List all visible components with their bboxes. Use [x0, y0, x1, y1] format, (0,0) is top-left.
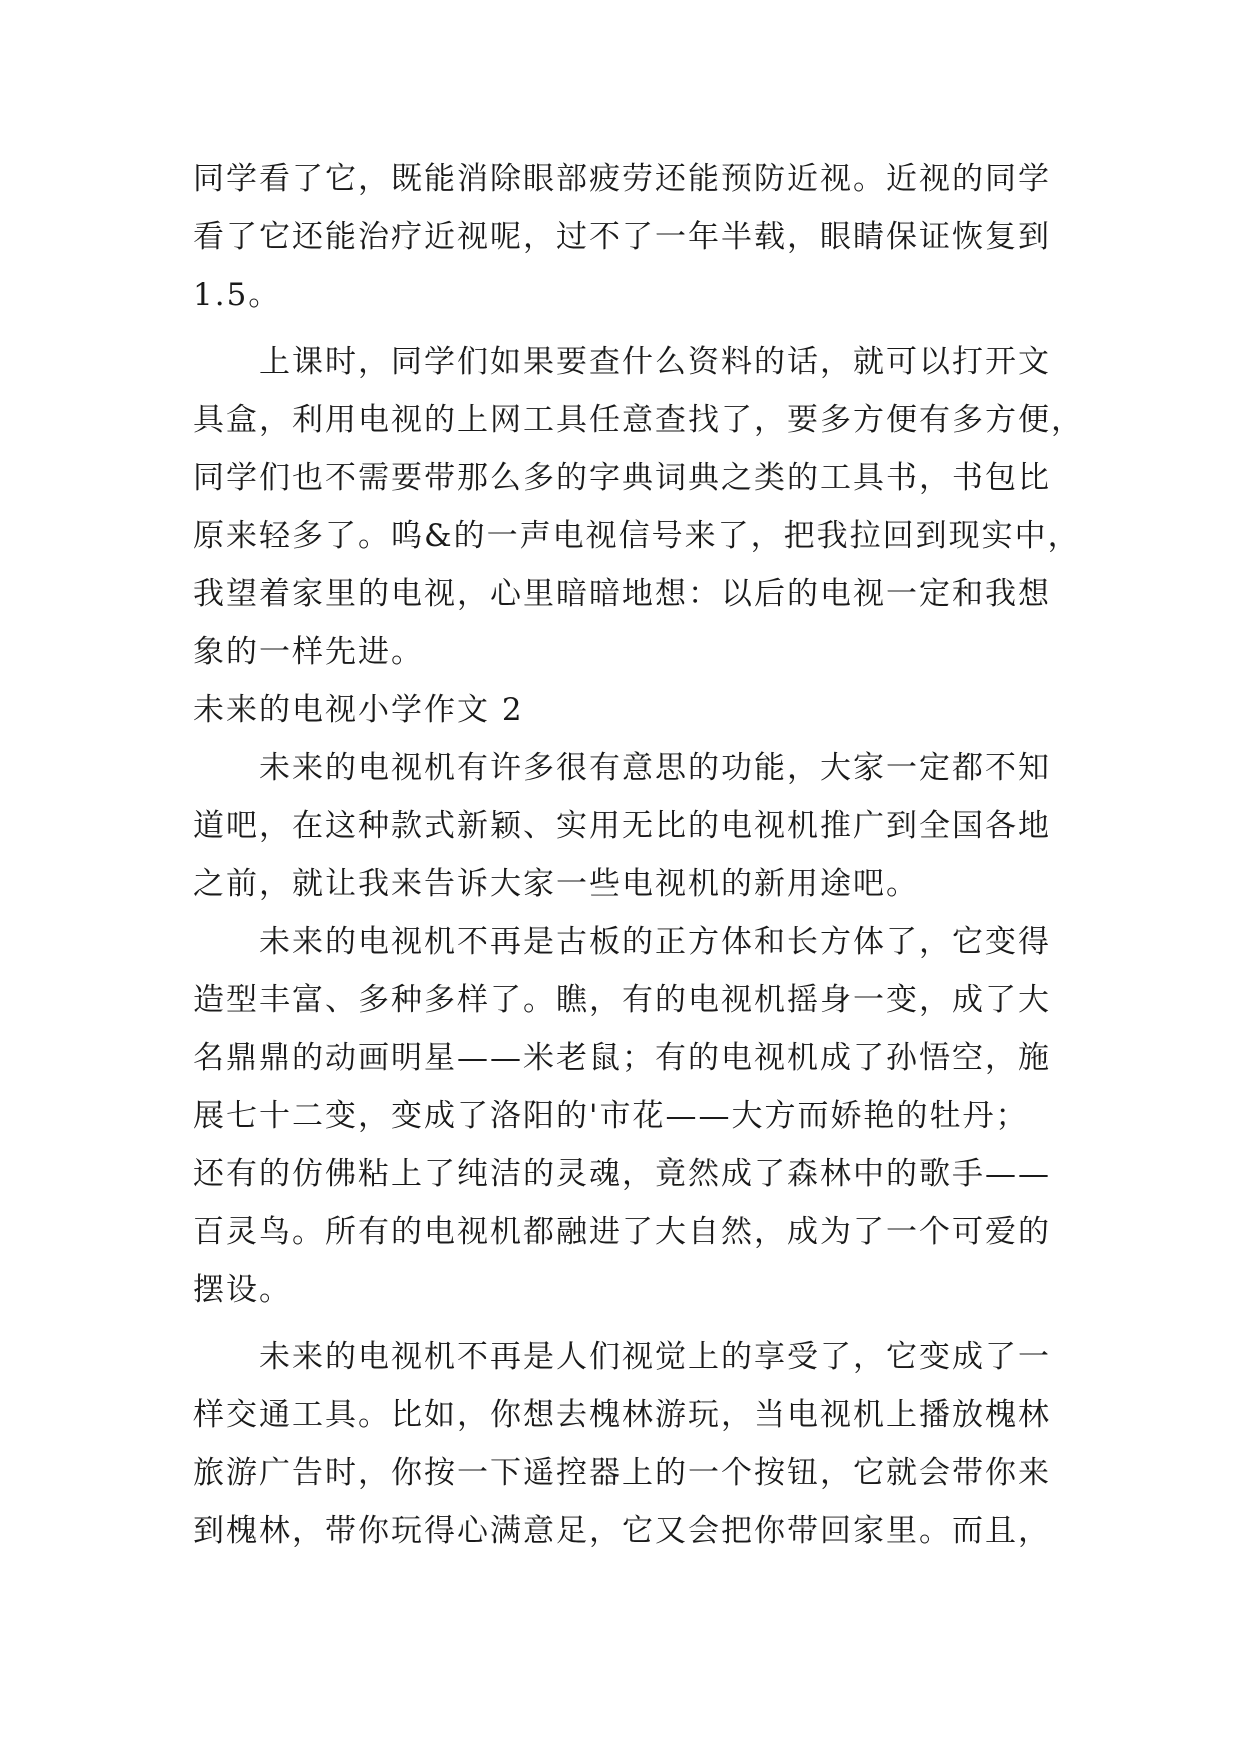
text-line: 之前，就让我来告诉大家一些电视机的新用途吧。 [193, 866, 919, 902]
text-line: 样交通工具。比如，你想去槐林游玩，当电视机上播放槐林 [193, 1397, 1051, 1433]
text-line: 还有的仿佛粘上了纯洁的灵魂，竟然成了森林中的歌手—— [193, 1156, 1051, 1192]
text-line: 展七十二变，变成了洛阳的'市花——大方而娇艳的牡丹； [193, 1098, 1029, 1134]
text-line: 同学们也不需要带那么多的字典词典之类的工具书，书包比 [193, 460, 1051, 496]
text-line: 未来的电视机不再是人们视觉上的享受了，它变成了一 [259, 1339, 1051, 1375]
text-line: 1.5。 [193, 277, 282, 313]
text-line: 同学看了它，既能消除眼部疲劳还能预防近视。近视的同学 [193, 161, 1051, 197]
document-body [193, 150, 1084, 1560]
text-line: 未来的电视机不再是古板的正方体和长方体了，它变得 [259, 924, 1051, 960]
text-line: 造型丰富、多种多样了。瞧，有的电视机摇身一变，成了大 [193, 982, 1051, 1018]
text-line: 旅游广告时，你按一下遥控器上的一个按钮，它就会带你来 [193, 1455, 1051, 1491]
text-line: 看了它还能治疗近视呢，过不了一年半载，眼睛保证恢复到 [193, 219, 1051, 255]
text-line: 道吧，在这种款式新颖、实用无比的电视机推广到全国各地 [193, 808, 1051, 844]
text-line: 具盒，利用电视的上网工具任意查找了，要多方便有多方便， [193, 402, 1084, 438]
text-line: 摆设。 [193, 1272, 292, 1308]
section-heading: 未来的电视小学作文 2 [193, 692, 524, 728]
text-line: 名鼎鼎的动画明星——米老鼠；有的电视机成了孙悟空，施 [193, 1040, 1051, 1076]
text-line: 到槐林，带你玩得心满意足，它又会把你带回家里。而且， [193, 1513, 1051, 1549]
text-line: 未来的电视机有许多很有意思的功能，大家一定都不知 [259, 750, 1051, 786]
text-line: 象的一样先进。 [193, 634, 424, 670]
text-line: 上课时，同学们如果要查什么资料的话，就可以打开文 [259, 344, 1051, 380]
text-line: 原来轻多了。呜&的一声电视信号来了，把我拉回到现实中， [193, 518, 1081, 554]
text-line: 我望着家里的电视，心里暗暗地想：以后的电视一定和我想 [193, 576, 1051, 612]
text-line: 百灵鸟。所有的电视机都融进了大自然，成为了一个可爱的 [193, 1214, 1051, 1250]
